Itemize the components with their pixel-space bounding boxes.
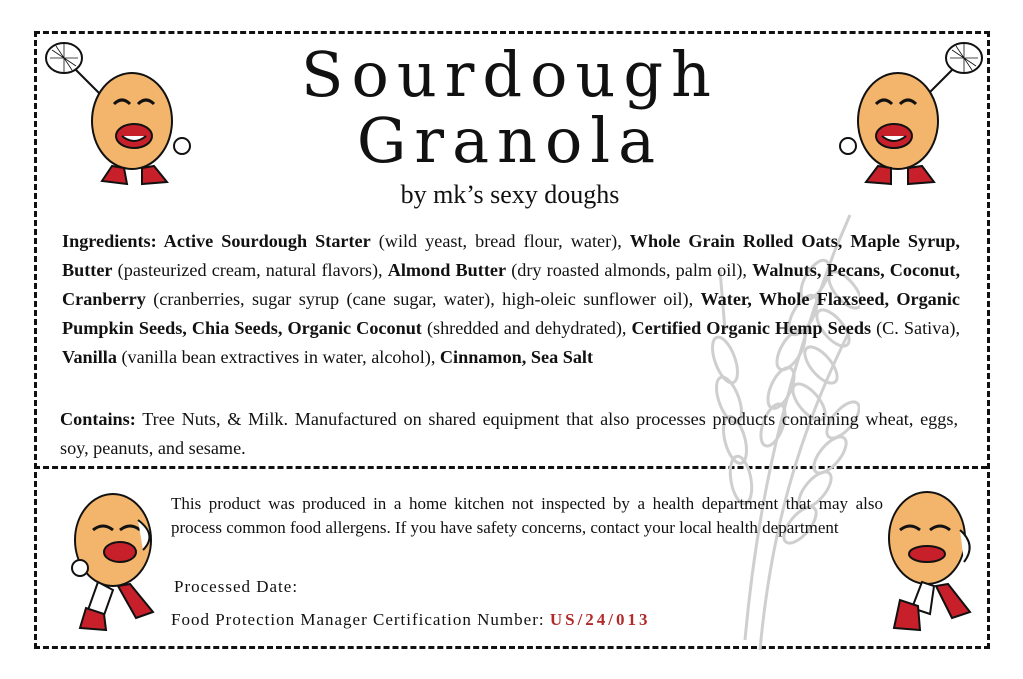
byline: by mk’s sexy doughs [400, 180, 620, 209]
ingredient-bold: Cinnamon, Sea Salt [439, 347, 594, 367]
title-line-2: Granola [356, 104, 664, 177]
ingredient-detail: (vanilla bean extractives in water, alcohol), [116, 347, 440, 367]
ingredient-bold: Whole Grain Rolled Oats, Maple Syrup, Butter [62, 231, 960, 280]
contains-body: Tree Nuts, & Milk. Manufactured on shared equipment that also processes products containing wheat, eggs, soy, peanuts, and sesame. [60, 409, 958, 458]
ingredient-bold: Water, Whole Flaxseed, Organic Pumpkin Seeds, Chia Seeds, Organic Coconut [62, 289, 960, 338]
ingredient-bold: Certified Organic Hemp Seeds [631, 318, 872, 338]
ingredient-bold: Almond Butter [387, 260, 507, 280]
contains-label: Contains: [60, 409, 136, 429]
ingredient-detail: (cranberries, sugar syrup (cane sugar, water), high-oleic sunflower oil), [145, 289, 701, 309]
ingredient-bold: Ingredients: Active Sourdough Starter [62, 231, 371, 251]
title-line-1: Sourdough [301, 38, 719, 111]
ingredient-detail: (pasteurized cream, natural flavors), [112, 260, 388, 280]
ingredients-text [62, 227, 960, 372]
mascot-top-left-icon [42, 36, 192, 186]
ingredient-detail: (wild yeast, bread flour, water), [370, 231, 630, 251]
certification-line [171, 610, 651, 630]
ingredient-bold: Walnuts, Pecans, Coconut, Cranberry [62, 260, 961, 309]
ingredient-bold: Vanilla [62, 347, 117, 367]
mascot-top-right-icon [836, 36, 986, 186]
disclaimer-text: This product was produced in a home kitchen not inspected by a health department that may also process common food allergens. If you have safety concerns, contact your local health department [171, 494, 883, 537]
ingredient-detail: (dry roasted almonds, palm oil), [506, 260, 753, 280]
mascot-bottom-left-icon [58, 490, 168, 635]
certification-label: Food Protection Manager Certification Number: [171, 610, 545, 629]
ingredient-detail: (C. Sativa), [871, 318, 960, 338]
mascot-bottom-right-icon [872, 490, 982, 635]
contains-text [60, 405, 958, 462]
certification-number: US/24/013 [549, 610, 651, 629]
ingredient-detail: (shredded and dehydrated), [421, 318, 632, 338]
processed-date-label: Processed Date: [174, 577, 299, 596]
